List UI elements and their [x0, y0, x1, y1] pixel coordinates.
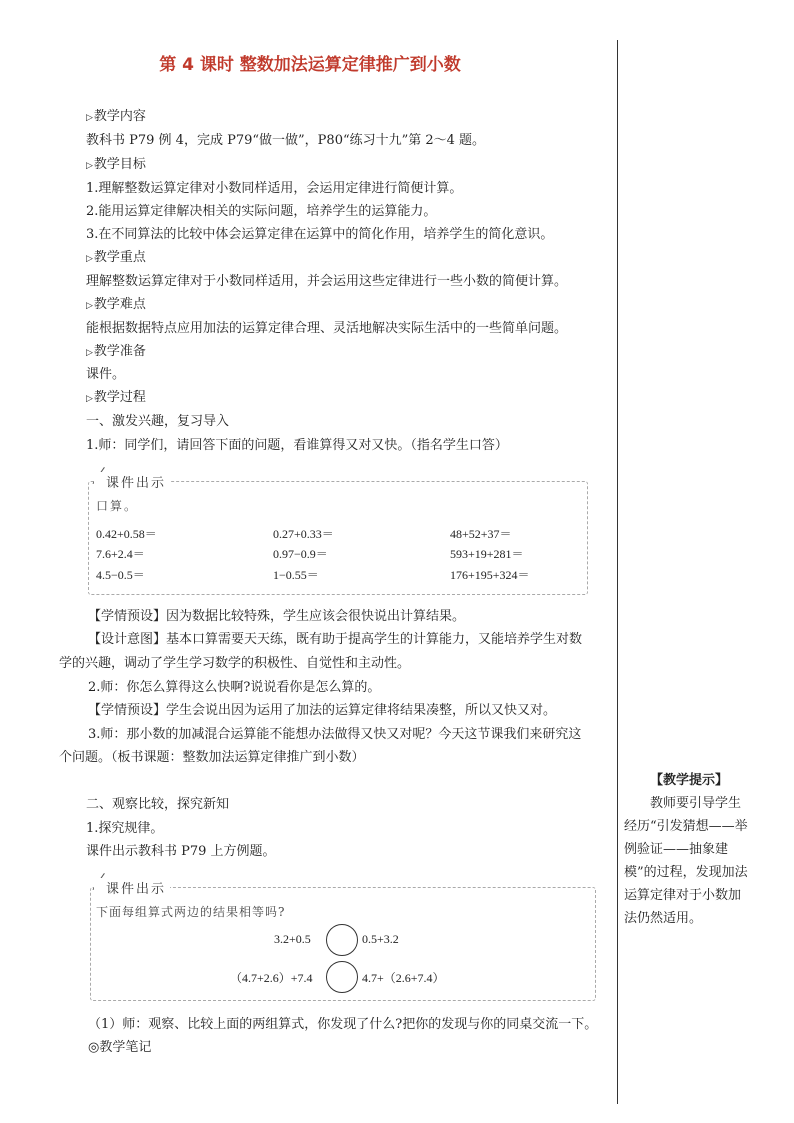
- heading-text: 教学过程: [93, 390, 146, 405]
- analysis-2: 【学情预设】学生会说出因为运用了加法的运算定律将结果凑整，所以又快又对。: [88, 703, 557, 718]
- difficulty-text: 能根据数据特点应用加法的运算定律合理、灵活地解决实际生活中的一些简单问题。: [86, 321, 568, 336]
- expr-r1c2: 0.27+0.33＝: [273, 527, 334, 541]
- eq2-right: 4.7+（2.6+7.4）: [362, 971, 445, 985]
- heading-text: 教学内容: [93, 109, 146, 124]
- part2-heading: 二、观察比较，探究新知: [86, 797, 230, 812]
- section-goals-heading: [86, 157, 146, 174]
- part1-question: 1.师：同学们，请回答下面的问题，看谁算得又对又快。（指名学生口答）: [86, 438, 508, 453]
- content-text: 教科书 P79 例 4，完成 P79“做一做”，P80“练习十九”第 2～4 题。: [86, 133, 486, 148]
- expr-r2c3: 593+19+281＝: [450, 547, 524, 561]
- oral-calc-label: 口算。: [96, 499, 139, 513]
- page-title: 第 4 课时 整数加法运算定律推广到小数: [159, 55, 461, 75]
- expr-r1c3: 48+52+37＝: [450, 527, 512, 541]
- analysis-1: 【学情预设】因为数据比较特殊，学生应该会很快说出计算结果。: [88, 609, 466, 624]
- goal-3: 3.在不同算法的比较中体会运算定律在运算中的简化作用，培养学生的简化意识。: [86, 227, 554, 242]
- goal-1: 1.理解整数运算定律对小数同样适用，会运用定律进行简便计算。: [86, 181, 463, 196]
- section-process-heading: [86, 390, 146, 407]
- expr-r2c2: 0.97−0.9＝: [273, 547, 328, 561]
- eq2-left: （4.7+2.6）+7.4: [230, 971, 313, 985]
- eq1-right: 0.5+3.2: [362, 932, 399, 946]
- courseware-label: 课件出示: [94, 472, 170, 491]
- section-difficulty-heading: [86, 297, 146, 314]
- tip-body: 教师要引导学生经历“引发猜想——举例验证——抽象建模”的过程，发现加法运算定律对于小数加法仍然适用。: [624, 796, 748, 926]
- triangle-bullet-icon: ▷: [86, 254, 93, 264]
- expr-r3c2: 1−0.55＝: [273, 568, 319, 582]
- part2-step1: 1.探究规律。: [86, 821, 164, 836]
- design-intent-b: 学的兴趣，调动了学生学习数学的积极性、自觉性和主动性。: [59, 656, 411, 671]
- blank-circle[interactable]: [326, 961, 358, 993]
- margin-divider: [617, 40, 618, 1104]
- expr-r3c3: 176+195+324＝: [450, 568, 530, 582]
- heading-text: 教学目标: [93, 157, 146, 172]
- section-prep-heading: [86, 344, 146, 361]
- tail-question: （1）师：观察、比较上面的两组算式，你发现了什么?把你的发现与你的同桌交流一下。: [88, 1017, 598, 1032]
- triangle-bullet-icon: ▷: [86, 301, 93, 311]
- tip-heading: 【教学提示】: [650, 773, 729, 788]
- blank-circle[interactable]: [326, 924, 358, 956]
- triangle-bullet-icon: ▷: [86, 348, 93, 358]
- teaching-notes-label: ◎教学笔记: [88, 1040, 152, 1055]
- section-key-heading: [86, 250, 146, 267]
- triangle-bullet-icon: ▷: [86, 113, 93, 123]
- part1-heading: 一、激发兴趣，复习导入: [86, 414, 230, 429]
- design-intent-a: 【设计意图】基本口算需要天天练，既有助于提高学生的计算能力，又能培养学生对数: [88, 632, 583, 647]
- heading-text: 教学准备: [93, 344, 146, 359]
- expr-r3c1: 4.5−0.5＝: [96, 568, 145, 582]
- eq1-left: 3.2+0.5: [274, 932, 311, 946]
- teacher-q2: 2.师：你怎么算得这么快啊?说说看你是怎么算的。: [88, 680, 381, 695]
- expr-r1c1: 0.42+0.58＝: [96, 527, 157, 541]
- courseware-label: 课件出示: [94, 878, 170, 897]
- teacher-q3b: 个问题。（板书课题：整数加法运算定律推广到小数）: [59, 750, 365, 765]
- triangle-bullet-icon: ▷: [86, 161, 93, 171]
- heading-text: 教学重点: [93, 250, 146, 265]
- triangle-bullet-icon: ▷: [86, 394, 93, 404]
- teacher-q3a: 3.师：那小数的加减混合运算能不能想办法做得又快又对呢？今天这节课我们来研究这: [88, 727, 582, 742]
- part2-step2: 课件出示教科书 P79 上方例题。: [86, 844, 276, 859]
- key-text: 理解整数运算定律对于小数同样适用，并会运用这些定律进行一些小数的简便计算。: [86, 274, 568, 289]
- expr-r2c1: 7.6+2.4＝: [96, 547, 145, 561]
- goal-2: 2.能用运算定律解决相关的实际问题，培养学生的运算能力。: [86, 204, 437, 219]
- heading-text: 教学难点: [93, 297, 146, 312]
- section-content-heading: [86, 109, 146, 126]
- prep-text: 课件。: [86, 367, 126, 382]
- box2-question: 下面每组算式两边的结果相等吗?: [96, 905, 286, 919]
